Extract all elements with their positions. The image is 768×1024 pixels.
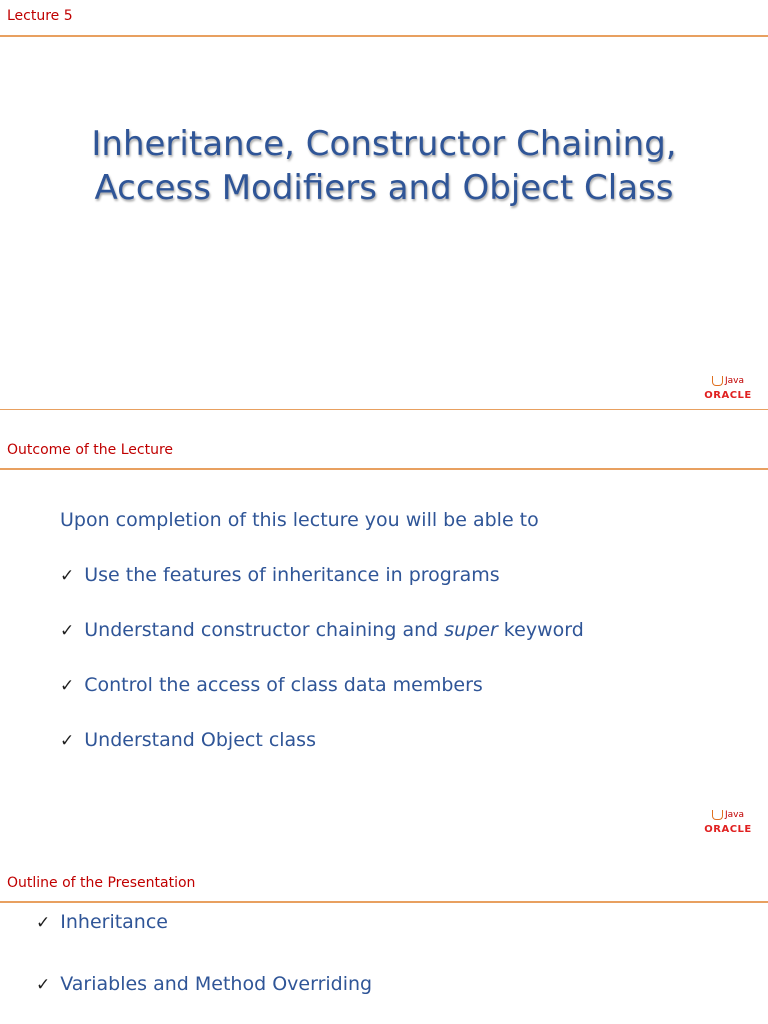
java-cup-icon: Java — [698, 806, 758, 824]
lecture-label: Lecture 5 — [7, 8, 73, 24]
title-line-1: Inheritance, Constructor Chaining, — [91, 124, 677, 164]
header-divider — [0, 468, 768, 470]
outline-item: ✓ Variables and Method Overriding — [36, 973, 373, 995]
checkmark-icon: ✓ — [60, 731, 75, 751]
outline-heading: Outline of the Presentation — [7, 875, 196, 891]
outcome-item: ✓ Understand constructor chaining and super keyword — [60, 619, 584, 641]
java-cup-icon: Java — [698, 372, 758, 390]
slide-title — [0, 0, 768, 410]
checkmark-icon: ✓ — [36, 913, 51, 933]
outline-item: ✓ Inheritance — [36, 911, 168, 933]
outcome-heading: Outcome of the Lecture — [7, 442, 174, 458]
checkmark-icon: ✓ — [60, 621, 75, 641]
java-oracle-logo — [698, 372, 758, 408]
outcome-item: ✓ Use the features of inheritance in programs — [60, 564, 500, 586]
checkmark-icon: ✓ — [36, 975, 51, 995]
checkmark-icon: ✓ — [60, 566, 75, 586]
title-line-2: Access Modifiers and Object Class — [94, 168, 674, 208]
header-divider — [0, 35, 768, 37]
outcome-item: ✓ Control the access of class data members — [60, 674, 483, 696]
oracle-wordmark: ORACLE — [704, 390, 752, 401]
slide-outcome — [0, 410, 768, 845]
oracle-wordmark: ORACLE — [704, 824, 752, 835]
outcome-item: ✓ Understand Object class — [60, 729, 316, 751]
slide-title-text — [0, 122, 768, 210]
slide-outline — [0, 845, 768, 1024]
checkmark-icon: ✓ — [60, 676, 75, 696]
header-divider — [0, 901, 768, 903]
java-oracle-logo — [698, 806, 758, 842]
outcome-intro: Upon completion of this lecture you will be able to — [60, 509, 539, 531]
